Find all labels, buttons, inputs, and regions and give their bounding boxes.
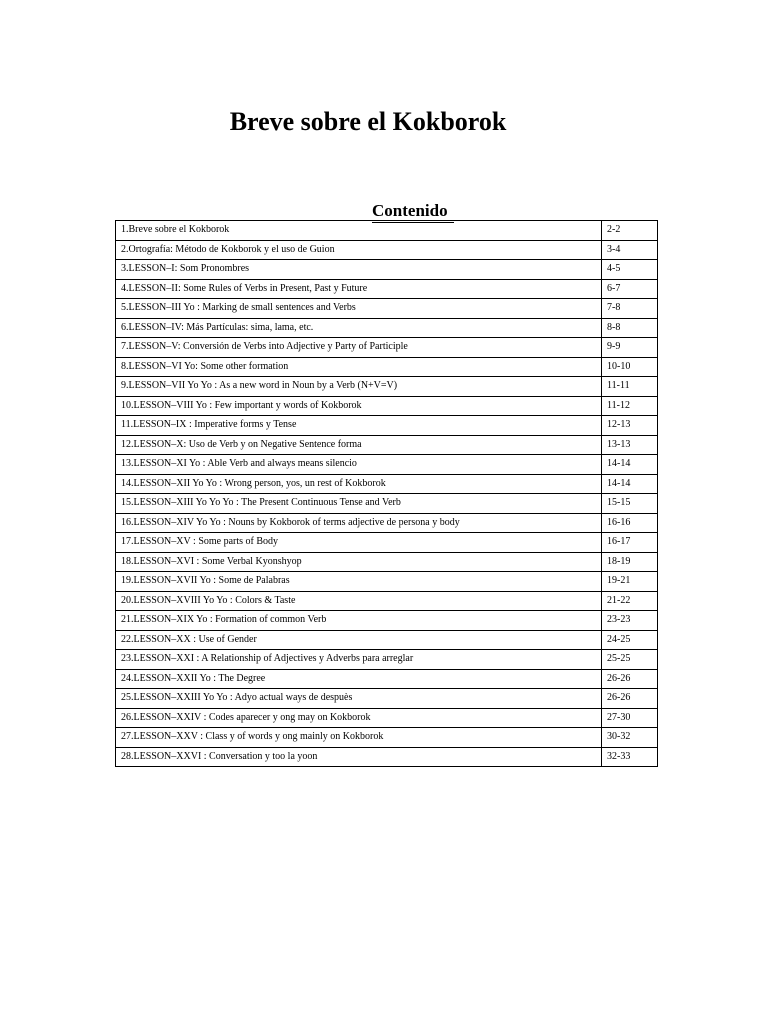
toc-entry-text: 18.LESSON–XVI : Some Verbal Kyonshyop	[121, 555, 302, 567]
toc-page-range: 26-26	[602, 689, 658, 709]
toc-row[interactable]	[116, 728, 658, 748]
toc-entry-text: 2.Ortografía: Método de Kokborok y el uso de Guion	[121, 243, 335, 255]
toc-page-range: 10-10	[602, 357, 658, 377]
toc-page-range: 15-15	[602, 494, 658, 514]
toc-page-range: 11-12	[602, 396, 658, 416]
toc-row[interactable]	[116, 630, 658, 650]
toc-page-range: 21-22	[602, 591, 658, 611]
toc-page-range: 4-5	[602, 260, 658, 280]
toc-entry-text: 20.LESSON–XVIII Yo Yo : Colors & Taste	[121, 594, 296, 606]
toc-entry-text: 12.LESSON–X: Uso de Verb y on Negative Sentence forma	[121, 438, 362, 450]
toc-page-range: 23-23	[602, 611, 658, 631]
toc-entry-cell	[116, 416, 602, 436]
toc-page-range: 16-17	[602, 533, 658, 553]
toc-table	[115, 220, 658, 767]
toc-row[interactable]	[116, 474, 658, 494]
toc-page-range: 25-25	[602, 650, 658, 670]
toc-entry-cell	[116, 708, 602, 728]
toc-entry-text: 1.Breve sobre el Kokborok	[121, 224, 230, 236]
toc-row[interactable]	[116, 611, 658, 631]
toc-entry-text: 9.LESSON–VII Yo Yo : As a new word in Noun by a Verb (N+V=V)	[121, 380, 398, 392]
toc-entry-text: 11.LESSON–IX : Imperative forms y Tense	[121, 419, 297, 431]
toc-row[interactable]	[116, 552, 658, 572]
toc-entry-cell	[116, 513, 602, 533]
toc-page-range: 12-13	[602, 416, 658, 436]
toc-entry-cell	[116, 650, 602, 670]
toc-page-range: 14-14	[602, 455, 658, 475]
toc-entry-cell	[116, 494, 602, 514]
toc-row[interactable]	[116, 240, 658, 260]
toc-page-range: 26-26	[602, 669, 658, 689]
toc-entry-text: 21.LESSON–XIX Yo : Formation of common Verb	[121, 614, 327, 626]
toc-entry-text: 27.LESSON–XXV : Class y of words y ong mainly on Kokborok	[121, 731, 384, 743]
toc-entry-cell	[116, 318, 602, 338]
toc-page-range: 19-21	[602, 572, 658, 592]
toc-entry-text: 3.LESSON–I: Som Pronombres	[121, 263, 250, 275]
toc-entry-cell	[116, 630, 602, 650]
toc-page-range: 27-30	[602, 708, 658, 728]
toc-entry-cell	[116, 611, 602, 631]
toc-page-range: 3-4	[602, 240, 658, 260]
document-title: Breve sobre el Kokborok	[229, 107, 507, 136]
toc-entry-text: 7.LESSON–V: Conversión de Verbs into Adjective y Party of Participle	[121, 341, 408, 353]
toc-entry-text: 4.LESSON–II: Some Rules of Verbs in Present, Past y Future	[121, 282, 368, 294]
toc-row[interactable]	[116, 650, 658, 670]
toc-entry-cell	[116, 299, 602, 319]
toc-row[interactable]	[116, 494, 658, 514]
toc-page-range: 9-9	[602, 338, 658, 358]
toc-row[interactable]	[116, 455, 658, 475]
toc-entry-cell	[116, 455, 602, 475]
toc-row[interactable]	[116, 747, 658, 767]
toc-page-range: 11-11	[602, 377, 658, 397]
toc-entry-text: 5.LESSON–III Yo : Marking de small sentences and Verbs	[121, 302, 356, 314]
toc-entry-cell	[116, 533, 602, 553]
toc-entry-cell	[116, 591, 602, 611]
toc-entry-text: 14.LESSON–XII Yo Yo : Wrong person, yos, un rest of Kokborok	[121, 477, 386, 489]
toc-entry-text: 6.LESSON–IV: Más Partículas: sima, lama, etc.	[121, 321, 314, 333]
toc-entry-text: 24.LESSON–XXII Yo : The Degree	[121, 672, 266, 684]
toc-page-range: 2-2	[602, 221, 658, 241]
toc-page-range: 14-14	[602, 474, 658, 494]
toc-row[interactable]	[116, 357, 658, 377]
toc-row[interactable]	[116, 338, 658, 358]
toc-page-range: 16-16	[602, 513, 658, 533]
toc-entry-cell	[116, 689, 602, 709]
toc-entry-cell	[116, 240, 602, 260]
toc-entry-text: 15.LESSON–XIII Yo Yo Yo : The Present Continuous Tense and Verb	[121, 497, 401, 509]
toc-page-range: 13-13	[602, 435, 658, 455]
toc-row[interactable]	[116, 377, 658, 397]
toc-entry-text: 16.LESSON–XIV Yo Yo : Nouns by Kokborok of terms adjective de persona y body	[121, 516, 460, 528]
toc-table-body	[116, 221, 658, 767]
toc-entry-cell	[116, 747, 602, 767]
toc-row[interactable]	[116, 533, 658, 553]
toc-row[interactable]	[116, 318, 658, 338]
toc-row[interactable]	[116, 435, 658, 455]
toc-row[interactable]	[116, 689, 658, 709]
toc-heading: Contenido	[372, 200, 454, 223]
toc-row[interactable]	[116, 221, 658, 241]
toc-entry-text: 25.LESSON–XXIII Yo Yo : Adyo actual ways de despuès	[121, 692, 353, 704]
toc-page-range: 6-7	[602, 279, 658, 299]
toc-entry-cell	[116, 435, 602, 455]
toc-row[interactable]	[116, 416, 658, 436]
toc-entry-cell	[116, 260, 602, 280]
toc-page-range: 18-19	[602, 552, 658, 572]
toc-entry-text: 10.LESSON–VIII Yo : Few important y words of Kokborok	[121, 399, 362, 411]
toc-entry-text: 13.LESSON–XI Yo : Able Verb and always means silencio	[121, 458, 357, 470]
toc-page-range: 32-33	[602, 747, 658, 767]
toc-row[interactable]	[116, 299, 658, 319]
toc-row[interactable]	[116, 669, 658, 689]
toc-row[interactable]	[116, 591, 658, 611]
toc-row[interactable]	[116, 279, 658, 299]
toc-page-range: 30-32	[602, 728, 658, 748]
toc-entry-text: 26.LESSON–XXIV : Codes aparecer y ong may on Kokborok	[121, 711, 371, 723]
toc-entry-text: 23.LESSON–XXI : A Relationship of Adjectives y Adverbs para arreglar	[121, 653, 414, 665]
toc-entry-text: 17.LESSON–XV : Some parts of Body	[121, 536, 279, 548]
toc-page-range: 24-25	[602, 630, 658, 650]
toc-entry-cell	[116, 396, 602, 416]
toc-entry-cell	[116, 377, 602, 397]
toc-entry-cell	[116, 279, 602, 299]
toc-row[interactable]	[116, 708, 658, 728]
toc-row[interactable]	[116, 396, 658, 416]
toc-entry-cell	[116, 357, 602, 377]
toc-row[interactable]	[116, 260, 658, 280]
toc-entry-cell	[116, 728, 602, 748]
toc-entry-cell	[116, 572, 602, 592]
toc-entry-cell	[116, 552, 602, 572]
toc-entry-text: 8.LESSON–VI Yo: Some other formation	[121, 360, 289, 372]
toc-entry-text: 22.LESSON–XX : Use of Gender	[121, 633, 257, 645]
toc-page-range: 7-8	[602, 299, 658, 319]
toc-entry-text: 28.LESSON–XXVI : Conversation y too la yoon	[121, 750, 318, 762]
toc-entry-cell	[116, 338, 602, 358]
toc-entry-text: 19.LESSON–XVII Yo : Some de Palabras	[121, 575, 290, 587]
toc-row[interactable]	[116, 513, 658, 533]
toc-row[interactable]	[116, 572, 658, 592]
toc-entry-cell	[116, 221, 602, 241]
toc-entry-cell	[116, 669, 602, 689]
toc-page-range: 8-8	[602, 318, 658, 338]
toc-entry-cell	[116, 474, 602, 494]
